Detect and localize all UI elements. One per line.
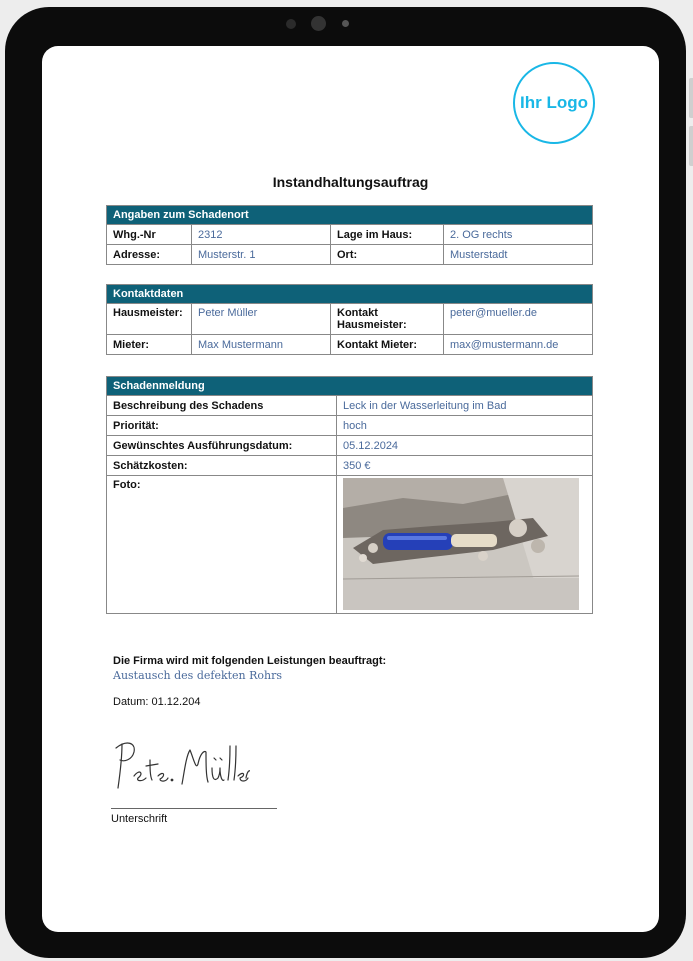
lage-label: Lage im Haus: — [331, 225, 444, 245]
foto-cell — [337, 476, 593, 614]
lage-value[interactable]: 2. OG rechts — [444, 225, 593, 245]
flash-icon — [342, 20, 349, 27]
kontakt-hausmeister-value[interactable]: peter@mueller.de — [444, 304, 593, 335]
kontakt-table — [106, 284, 593, 355]
whg-value[interactable]: 2312 — [192, 225, 331, 245]
adresse-label: Adresse: — [107, 245, 192, 265]
schaden-header: Schadenmeldung — [107, 377, 593, 396]
ort-label: Ort: — [331, 245, 444, 265]
whg-label: Whg.-Nr — [107, 225, 192, 245]
schadenort-table — [106, 205, 593, 265]
hausmeister-label: Hausmeister: — [107, 304, 192, 335]
prioritaet-label: Priorität: — [107, 416, 337, 436]
signature-label: Unterschrift — [111, 813, 168, 825]
kontakt-hausmeister-label: Kontakt Hausmeister: — [331, 304, 444, 335]
schadenort-header: Angaben zum Schadenort — [107, 206, 593, 225]
page-title: Instandhaltungsauftrag — [272, 174, 429, 190]
tablet-frame — [5, 7, 686, 958]
volume-up-button — [689, 78, 693, 118]
damage-photo[interactable] — [343, 478, 579, 610]
mieter-label: Mieter: — [107, 335, 192, 355]
auftrag-label: Die Firma wird mit folgenden Leistungen beauftragt: — [113, 655, 387, 667]
signature-text: Peter Müller — [110, 734, 116, 735]
schaetzkosten-label: Schätzkosten: — [107, 456, 337, 476]
schaden-table — [106, 376, 593, 614]
datum-line: Datum: 01.12.204 — [113, 696, 201, 708]
ort-value[interactable]: Musterstadt — [444, 245, 593, 265]
volume-down-button — [689, 126, 693, 166]
camera-icon — [311, 16, 326, 31]
kontakt-header: Kontaktdaten — [107, 285, 593, 304]
beschreibung-label: Beschreibung des Schadens — [107, 396, 337, 416]
signature-line — [111, 808, 277, 809]
signature — [110, 734, 250, 794]
auftrag-value[interactable]: Austausch des defekten Rohrs — [113, 669, 283, 682]
adresse-value[interactable]: Musterstr. 1 — [192, 245, 331, 265]
foto-label: Foto: — [107, 476, 337, 614]
document-screen — [42, 46, 659, 932]
company-logo: Ihr Logo — [513, 62, 595, 144]
kontakt-mieter-value[interactable]: max@mustermann.de — [444, 335, 593, 355]
kontakt-mieter-label: Kontakt Mieter: — [331, 335, 444, 355]
schaetzkosten-value[interactable]: 350 € — [337, 456, 593, 476]
mieter-value[interactable]: Max Mustermann — [192, 335, 331, 355]
prioritaet-value[interactable]: hoch — [337, 416, 593, 436]
beschreibung-value[interactable]: Leck in der Wasserleitung im Bad — [337, 396, 593, 416]
ausfuehrungsdatum-label: Gewünschtes Ausführungsdatum: — [107, 436, 337, 456]
hausmeister-value[interactable]: Peter Müller — [192, 304, 331, 335]
sensor-icon — [286, 19, 296, 29]
ausfuehrungsdatum-value[interactable]: 05.12.2024 — [337, 436, 593, 456]
